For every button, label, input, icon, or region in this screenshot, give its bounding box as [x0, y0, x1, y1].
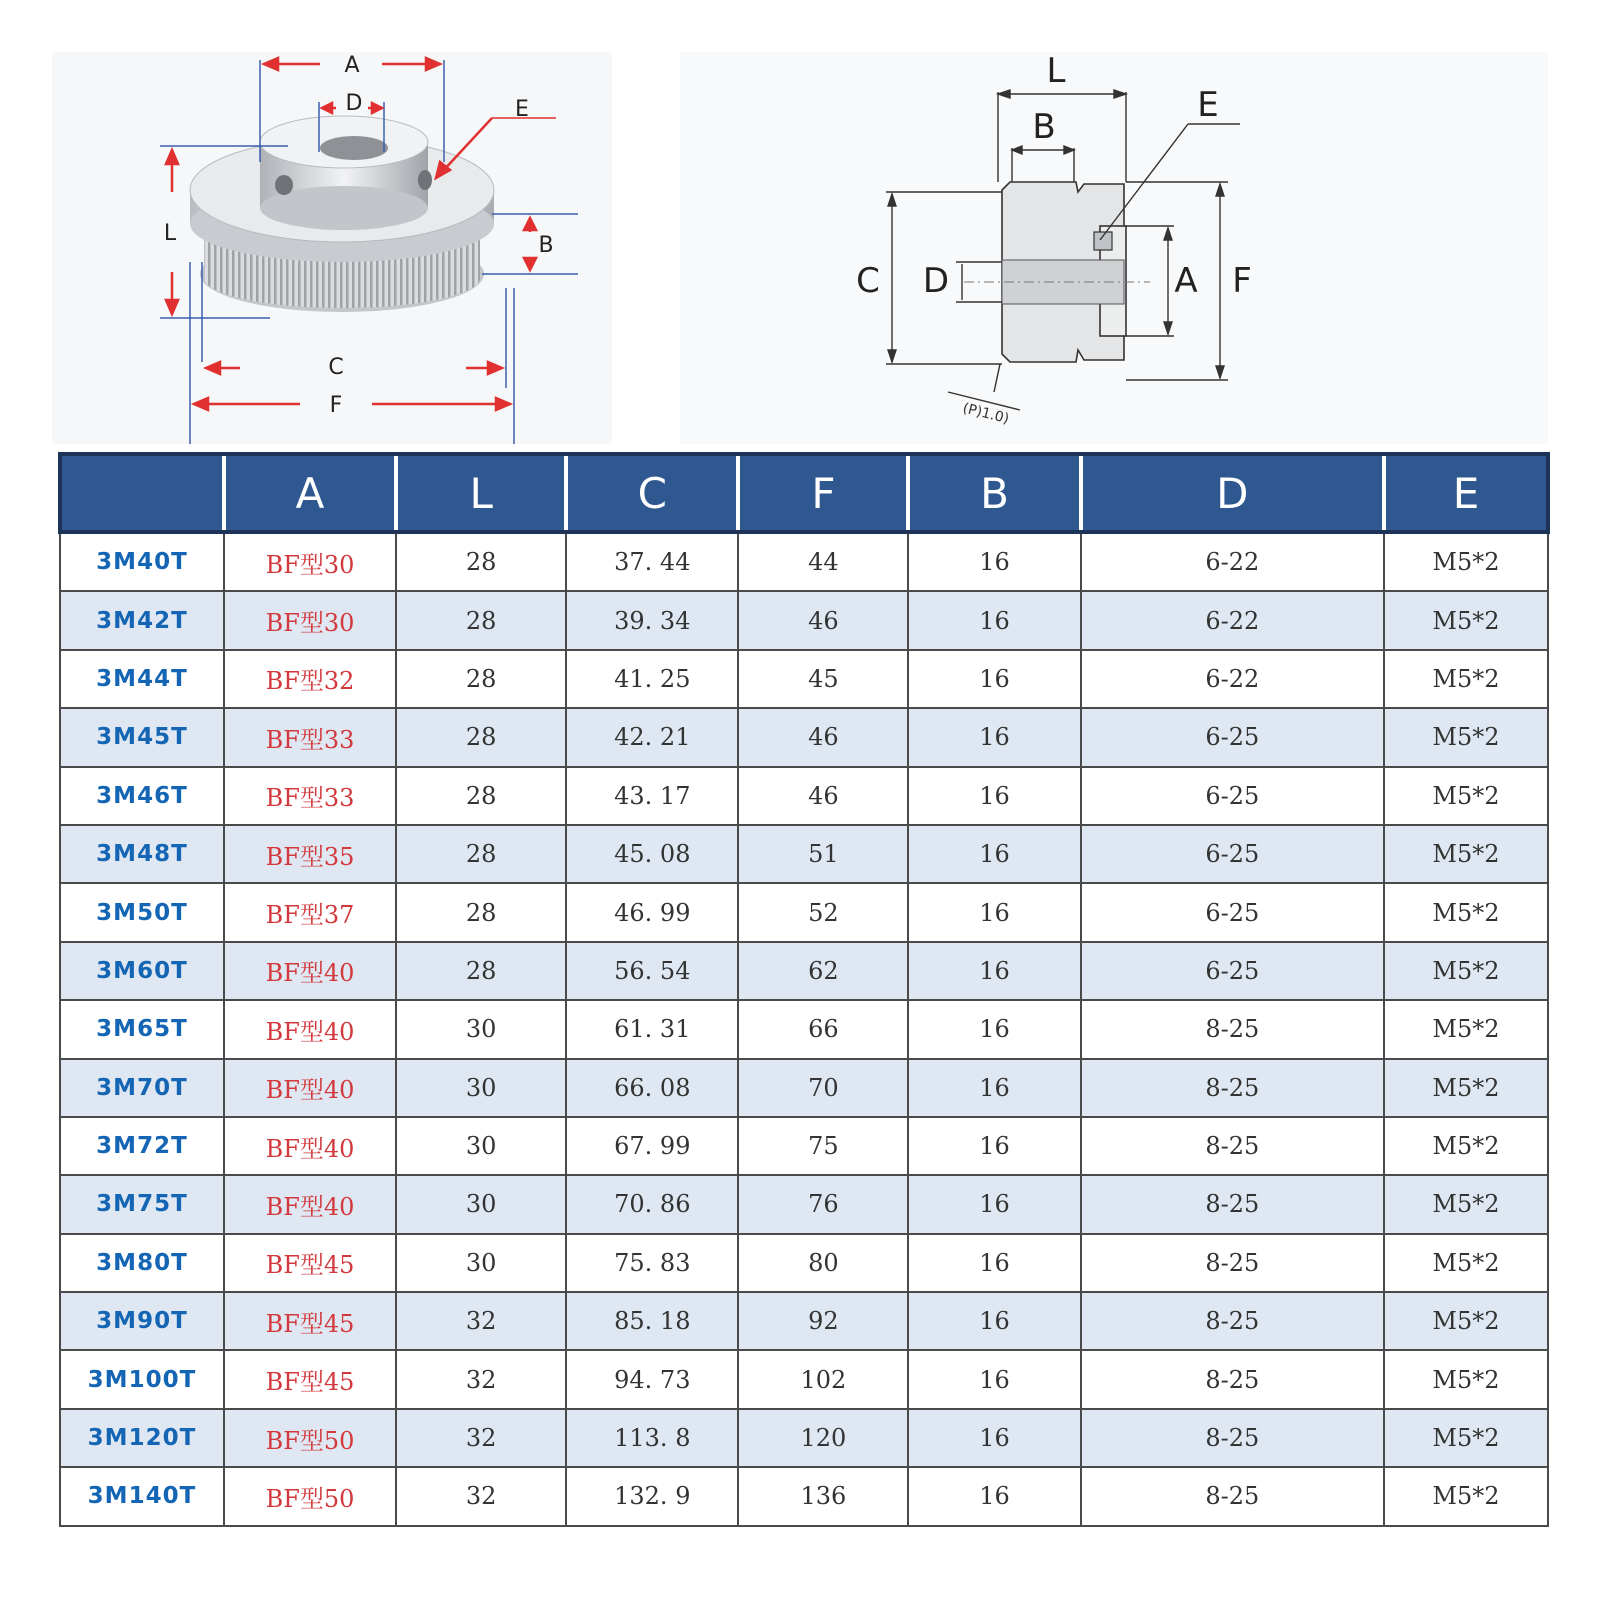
pulley-drawing-svg [680, 52, 1548, 444]
a-cell: BF型30 [224, 532, 396, 591]
a-cell: BF型50 [224, 1467, 396, 1525]
table-row [60, 1409, 1548, 1467]
header-b: B [908, 454, 1080, 532]
dim-label-d: D [345, 91, 363, 116]
set-screw-hole [418, 170, 432, 190]
table-row [60, 1117, 1548, 1175]
e-cell: M5*2 [1384, 1117, 1548, 1175]
b-cell: 16 [908, 1175, 1080, 1233]
c-cell: 37. 44 [566, 532, 738, 591]
d-cell: 8-25 [1081, 1467, 1384, 1525]
model-cell: 3M40T [60, 532, 224, 591]
header-e: E [1384, 454, 1548, 532]
header-c: C [566, 454, 738, 532]
b-cell: 16 [908, 1292, 1080, 1350]
a-cell: BF型45 [224, 1234, 396, 1292]
table-body [60, 532, 1548, 1526]
b-cell: 16 [908, 1409, 1080, 1467]
l-cell: 32 [396, 1292, 566, 1350]
header-a: A [224, 454, 396, 532]
table-row [60, 825, 1548, 883]
model-cell: 3M70T [60, 1059, 224, 1117]
l-cell: 32 [396, 1467, 566, 1525]
c-cell: 75. 83 [566, 1234, 738, 1292]
b-cell: 16 [908, 1000, 1080, 1058]
e-cell: M5*2 [1384, 1175, 1548, 1233]
d-cell: 8-25 [1081, 1350, 1384, 1408]
d-cell: 8-25 [1081, 1117, 1384, 1175]
header-blank [60, 454, 224, 532]
table-row [60, 1292, 1548, 1350]
c-cell: 56. 54 [566, 942, 738, 1000]
l-cell: 30 [396, 1175, 566, 1233]
drawing-label-f: F [1232, 261, 1252, 301]
b-cell: 16 [908, 1350, 1080, 1408]
drawing-label-e: E [1197, 85, 1219, 125]
e-cell: M5*2 [1384, 708, 1548, 766]
c-cell: 132. 9 [566, 1467, 738, 1525]
l-cell: 30 [396, 1117, 566, 1175]
f-cell: 66 [738, 1000, 908, 1058]
l-cell: 28 [396, 767, 566, 825]
b-cell: 16 [908, 708, 1080, 766]
f-cell: 46 [738, 767, 908, 825]
set-screw-hole [275, 175, 293, 195]
d-cell: 8-25 [1081, 1292, 1384, 1350]
table-row [60, 1000, 1548, 1058]
f-cell: 76 [738, 1175, 908, 1233]
e-cell: M5*2 [1384, 650, 1548, 708]
d-cell: 6-22 [1081, 591, 1384, 649]
l-cell: 30 [396, 1234, 566, 1292]
b-cell: 16 [908, 1117, 1080, 1175]
drawing-label-c: C [856, 261, 880, 301]
pulley-spec-table [58, 452, 1550, 1527]
dim-label-c: C [328, 355, 344, 380]
e-cell: M5*2 [1384, 1350, 1548, 1408]
table-row [60, 1350, 1548, 1408]
l-cell: 30 [396, 1059, 566, 1117]
model-cell: 3M90T [60, 1292, 224, 1350]
drawing-label-b: B [1032, 107, 1056, 147]
a-cell: BF型40 [224, 1059, 396, 1117]
e-cell: M5*2 [1384, 942, 1548, 1000]
b-cell: 16 [908, 532, 1080, 591]
table-row [60, 708, 1548, 766]
l-cell: 30 [396, 1000, 566, 1058]
c-cell: 39. 34 [566, 591, 738, 649]
b-cell: 16 [908, 1059, 1080, 1117]
a-cell: BF型33 [224, 708, 396, 766]
drawing-label-d: D [922, 261, 950, 301]
l-cell: 28 [396, 532, 566, 591]
l-cell: 28 [396, 591, 566, 649]
c-cell: 66. 08 [566, 1059, 738, 1117]
dim-label-b: B [538, 233, 554, 258]
c-cell: 45. 08 [566, 825, 738, 883]
e-cell: M5*2 [1384, 825, 1548, 883]
model-cell: 3M120T [60, 1409, 224, 1467]
table-row [60, 1175, 1548, 1233]
c-cell: 43. 17 [566, 767, 738, 825]
table-row [60, 1234, 1548, 1292]
f-cell: 92 [738, 1292, 908, 1350]
l-cell: 28 [396, 708, 566, 766]
c-cell: 67. 99 [566, 1117, 738, 1175]
e-cell: M5*2 [1384, 1467, 1548, 1525]
table-row [60, 767, 1548, 825]
d-cell: 8-25 [1081, 1234, 1384, 1292]
e-cell: M5*2 [1384, 532, 1548, 591]
header-f: F [738, 454, 908, 532]
l-cell: 28 [396, 942, 566, 1000]
a-cell: BF型50 [224, 1409, 396, 1467]
model-cell: 3M72T [60, 1117, 224, 1175]
f-cell: 136 [738, 1467, 908, 1525]
e-cell: M5*2 [1384, 1059, 1548, 1117]
d-cell: 6-25 [1081, 767, 1384, 825]
l-cell: 28 [396, 825, 566, 883]
b-cell: 16 [908, 1467, 1080, 1525]
e-cell: M5*2 [1384, 591, 1548, 649]
e-cell: M5*2 [1384, 767, 1548, 825]
pitch-label: (P)1.0) [961, 400, 1011, 428]
b-cell: 16 [908, 883, 1080, 941]
d-cell: 6-22 [1081, 532, 1384, 591]
a-cell: BF型33 [224, 767, 396, 825]
c-cell: 41. 25 [566, 650, 738, 708]
a-cell: BF型35 [224, 825, 396, 883]
table-header-row [60, 454, 1548, 532]
l-cell: 28 [396, 650, 566, 708]
f-cell: 44 [738, 532, 908, 591]
table-row [60, 883, 1548, 941]
model-cell: 3M80T [60, 1234, 224, 1292]
model-cell: 3M65T [60, 1000, 224, 1058]
table-row [60, 1467, 1548, 1525]
a-cell: BF型40 [224, 1175, 396, 1233]
dim-label-e: E [515, 97, 529, 122]
model-cell: 3M48T [60, 825, 224, 883]
dim-label-a: A [344, 53, 360, 78]
b-cell: 16 [908, 591, 1080, 649]
f-cell: 120 [738, 1409, 908, 1467]
model-cell: 3M44T [60, 650, 224, 708]
model-cell: 3M50T [60, 883, 224, 941]
f-cell: 80 [738, 1234, 908, 1292]
table-row [60, 1059, 1548, 1117]
c-cell: 113. 8 [566, 1409, 738, 1467]
model-cell: 3M140T [60, 1467, 224, 1525]
l-cell: 32 [396, 1350, 566, 1408]
spec-table-container [58, 452, 1550, 1527]
a-cell: BF型32 [224, 650, 396, 708]
d-cell: 6-25 [1081, 825, 1384, 883]
f-cell: 62 [738, 942, 908, 1000]
table-row [60, 591, 1548, 649]
b-cell: 16 [908, 767, 1080, 825]
d-cell: 6-25 [1081, 883, 1384, 941]
table-row [60, 650, 1548, 708]
c-cell: 42. 21 [566, 708, 738, 766]
a-cell: BF型40 [224, 1000, 396, 1058]
pulley-photo-diagram [52, 52, 612, 444]
header-l: L [396, 454, 566, 532]
model-cell: 3M60T [60, 942, 224, 1000]
f-cell: 45 [738, 650, 908, 708]
f-cell: 52 [738, 883, 908, 941]
e-cell: M5*2 [1384, 1409, 1548, 1467]
a-cell: BF型40 [224, 1117, 396, 1175]
e-cell: M5*2 [1384, 1292, 1548, 1350]
f-cell: 51 [738, 825, 908, 883]
d-cell: 8-25 [1081, 1000, 1384, 1058]
dim-label-f: F [329, 393, 343, 418]
e-cell: M5*2 [1384, 1234, 1548, 1292]
dim-label-l: L [163, 221, 177, 246]
model-cell: 3M42T [60, 591, 224, 649]
bore-hole [320, 136, 388, 160]
f-cell: 46 [738, 591, 908, 649]
d-cell: 8-25 [1081, 1175, 1384, 1233]
b-cell: 16 [908, 825, 1080, 883]
e-cell: M5*2 [1384, 1000, 1548, 1058]
model-cell: 3M75T [60, 1175, 224, 1233]
d-cell: 6-25 [1081, 708, 1384, 766]
d-cell: 8-25 [1081, 1409, 1384, 1467]
b-cell: 16 [908, 1234, 1080, 1292]
drawing-label-l: L [1046, 52, 1066, 91]
c-cell: 85. 18 [566, 1292, 738, 1350]
l-cell: 32 [396, 1409, 566, 1467]
a-cell: BF型37 [224, 883, 396, 941]
c-cell: 70. 86 [566, 1175, 738, 1233]
d-cell: 6-22 [1081, 650, 1384, 708]
model-cell: 3M46T [60, 767, 224, 825]
c-cell: 46. 99 [566, 883, 738, 941]
l-cell: 28 [396, 883, 566, 941]
a-cell: BF型30 [224, 591, 396, 649]
f-cell: 75 [738, 1117, 908, 1175]
e-cell: M5*2 [1384, 883, 1548, 941]
a-cell: BF型45 [224, 1292, 396, 1350]
d-cell: 6-25 [1081, 942, 1384, 1000]
a-cell: BF型40 [224, 942, 396, 1000]
model-cell: 3M100T [60, 1350, 224, 1408]
set-screw [1094, 232, 1112, 250]
d-cell: 8-25 [1081, 1059, 1384, 1117]
table-row [60, 532, 1548, 591]
table-row [60, 942, 1548, 1000]
b-cell: 16 [908, 942, 1080, 1000]
header-d: D [1081, 454, 1384, 532]
model-cell: 3M45T [60, 708, 224, 766]
f-cell: 102 [738, 1350, 908, 1408]
b-cell: 16 [908, 650, 1080, 708]
f-cell: 46 [738, 708, 908, 766]
pulley-technical-drawing [680, 52, 1548, 444]
f-cell: 70 [738, 1059, 908, 1117]
a-cell: BF型45 [224, 1350, 396, 1408]
c-cell: 94. 73 [566, 1350, 738, 1408]
pulley-photo-svg [52, 52, 612, 444]
drawing-label-a: A [1174, 261, 1198, 301]
c-cell: 61. 31 [566, 1000, 738, 1058]
